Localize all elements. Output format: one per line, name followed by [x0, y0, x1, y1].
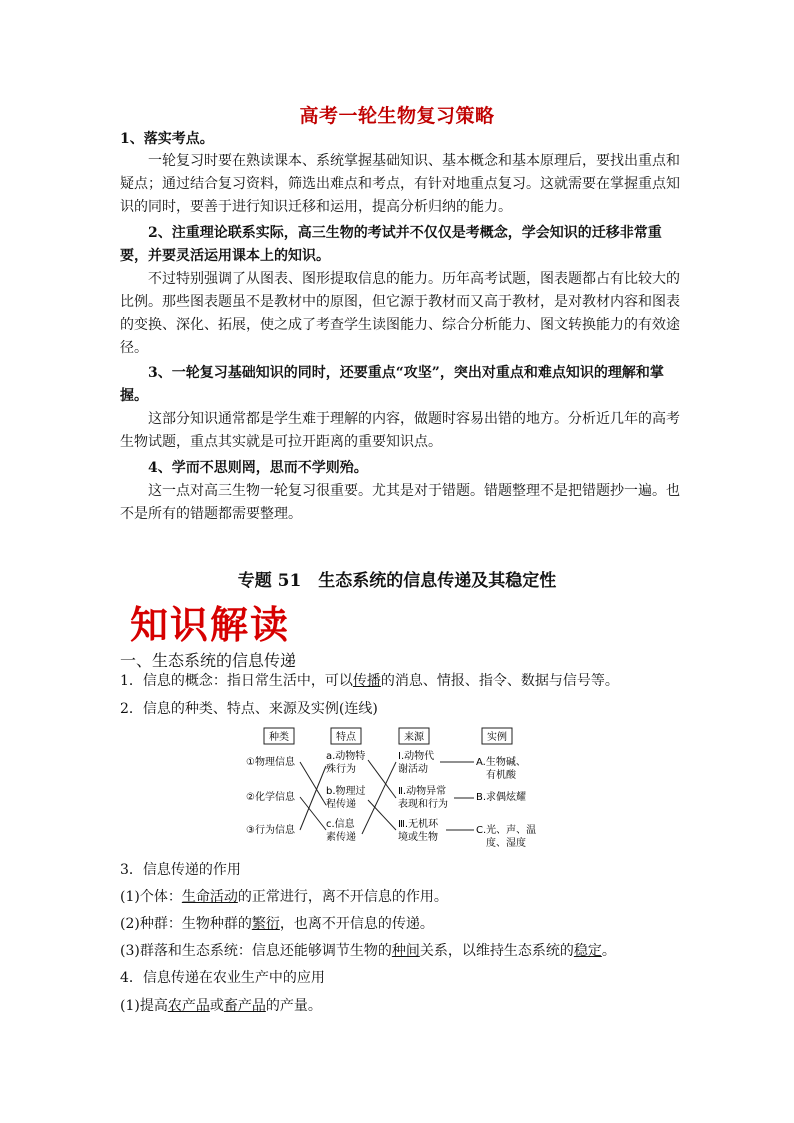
item-3c: (3)群落和生态系统：信息还能够调节生物的种间关系，以维持生态系统的稳定。	[120, 943, 616, 959]
feature-c-2: 素传递	[326, 832, 356, 843]
source-1-2: 谢活动	[398, 764, 428, 775]
section-heading: 一、生态系统的信息传递	[120, 651, 297, 670]
header-example: 实例	[487, 732, 507, 743]
feature-a-2: 殊行为	[326, 764, 356, 775]
source-1-1: Ⅰ.动物代	[398, 751, 435, 762]
info-matching-diagram	[240, 722, 540, 852]
item-3b: (2)种群：生物种群的繁衍，也离不开信息的传递。	[120, 916, 434, 932]
feature-b-1: b.物理过	[326, 786, 366, 797]
item-3a: (1)个体：生命活动的正常进行，离不开信息的作用。	[120, 889, 448, 905]
example-a-2: 有机酸	[486, 770, 516, 781]
example-a-1: A.生物碱、	[476, 757, 526, 768]
point-3-heading: 3、一轮复习基础知识的同时，还要重点“攻坚”，突出对重点和难点知识的理解和掌握。	[120, 365, 664, 404]
header-feature: 特点	[336, 732, 356, 743]
header-kind: 种类	[269, 732, 289, 743]
item-2: 2．信息的种类、特点、来源及实例(连线)	[120, 701, 378, 717]
point-1-heading: 1、落实考点。	[120, 131, 214, 147]
point-3-body: 这部分知识通常都是学生难于理解的内容，做题时容易出错的地方。分析近几年的高考生物试题，重点其实就是可拉开距离的重要知识点。	[120, 411, 680, 450]
example-b: B.求偶炫耀	[476, 792, 527, 803]
point-2-heading: 2、注重理论联系实际，高三生物的考试并不仅仅是考概念，学会知识的迁移非常重要，并要灵活运用课本上的知识。	[120, 225, 662, 264]
knowledge-banner: 知识解读	[130, 603, 291, 647]
source-2-2: 表现和行为	[398, 799, 448, 810]
link-b-iii	[368, 800, 396, 830]
item-4: 4．信息传递在农业生产中的应用	[120, 970, 325, 986]
source-3-2: 境或生物	[398, 832, 438, 843]
kind-chemical: ②化学信息	[246, 792, 295, 803]
source-2-1: Ⅱ.动物异常	[398, 786, 447, 797]
example-c-2: 度、湿度	[486, 838, 526, 849]
point-4-heading: 4、学而不思则罔，思而不学则殆。	[148, 460, 368, 476]
item-3: 3．信息传递的作用	[120, 862, 241, 878]
point-1-body: 一轮复习时要在熟读课本、系统掌握基础知识、基本概念和基本原理后，要找出重点和疑点；通过结合复习资料，筛选出难点和考点，有针对地重点复习。这就需要在掌握重点知识的同时，要善于进行知识迁移和运用，提高分析归纳的能力。	[120, 153, 680, 215]
source-3-1: Ⅲ.无机环	[398, 819, 439, 830]
item-1: 1．信息的概念：指日常生活中，可以传播的消息、情报、指令、数据与信号等。	[120, 673, 619, 689]
link-c-i	[362, 762, 396, 834]
feature-a-1: a.动物特	[326, 751, 366, 762]
kind-physical: ①物理信息	[246, 757, 295, 768]
topic-title: 专题 51 生态系统的信息传递及其稳定性	[237, 571, 557, 591]
feature-b-2: 程传递	[326, 799, 356, 810]
feature-c-1: c.信息	[326, 819, 355, 830]
point-2-body: 不过特别强调了从图表、图形提取信息的能力。历年高考试题，图表题都占有比较大的比例。那些图表题虽不是教材中的原图，但它源于教材而又高于教材，是对教材内容和图表的变换、深化、拓展，使之成了考查学生读图能力、综合分析能力、图文转换能力的有效途径。	[120, 271, 680, 356]
item-4a: (1)提高农产品或畜产品的产量。	[120, 998, 322, 1014]
header-source: 来源	[404, 732, 424, 743]
example-c-1: C.光、声、温	[476, 825, 537, 836]
point-4-body: 这一点对高三生物一轮复习很重要。尤其是对于错题。错题整理不是把错题抄一遍。也不是所有的错题都需要整理。	[120, 483, 680, 522]
link-chemical-c	[300, 797, 326, 830]
kind-behavior: ③行为信息	[246, 825, 295, 836]
page-title: 高考一轮生物复习策略	[299, 105, 495, 127]
